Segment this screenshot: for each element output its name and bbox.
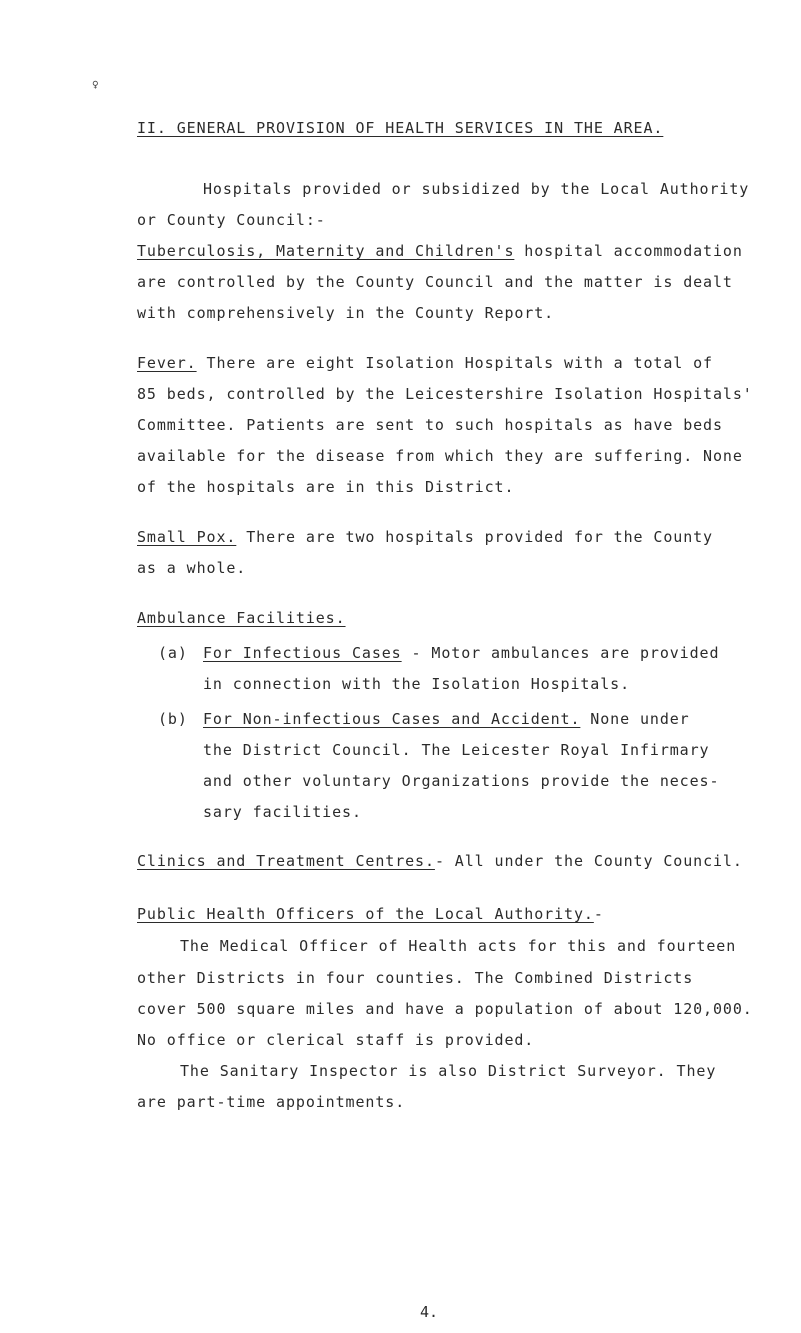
fever-line-3: Committee. Patients are sent to such hospitals as have beds (137, 416, 723, 434)
officers-title-line (137, 904, 604, 924)
fever-line-4: available for the disease from which they are suffering. None (137, 447, 743, 465)
section-heading: II. GENERAL PROVISION OF HEALTH SERVICES IN THE AREA. (137, 119, 664, 137)
officers-line-3: cover 500 square miles and have a population of about 120,000. (137, 1000, 753, 1018)
officers-line-2: other Districts in four counties. The Combined Districts (137, 969, 694, 987)
page-number: 4. (420, 1303, 439, 1321)
ambulance-b-line-4: sary facilities. (203, 803, 362, 821)
smallpox-title: Small Pox. (137, 528, 237, 546)
ambulance-b-line-3: and other voluntary Organizations provide the neces- (203, 772, 720, 790)
fever-title: Fever. (137, 354, 197, 372)
tuberculosis-line-1 (137, 241, 743, 261)
officers-line-4: No office or clerical staff is provided. (137, 1031, 535, 1049)
ambulance-a-text: - Motor ambulances are provided (401, 644, 720, 662)
tuberculosis-title: Tuberculosis, Maternity and Children's (137, 242, 515, 260)
intro-line-2: or County Council:- (137, 211, 326, 229)
tuberculosis-line-2: are controlled by the County Council and the matter is dealt (137, 273, 733, 291)
page-corner-mark: ♀ (92, 78, 99, 91)
ambulance-a-line-1 (203, 643, 719, 663)
smallpox-line-2: as a whole. (137, 559, 247, 577)
ambulance-b-line-1 (203, 709, 690, 729)
clinics-line (137, 851, 743, 871)
clinics-title: Clinics and Treatment Centres. (137, 852, 435, 870)
fever-line-2: 85 beds, controlled by the Leicestershire Isolation Hospitals' (137, 385, 753, 403)
tuberculosis-text: hospital accommodation (514, 242, 743, 260)
ambulance-b-title: For Non-infectious Cases and Accident. (203, 710, 581, 728)
fever-text: There are eight Isolation Hospitals with a total of (196, 354, 713, 372)
clinics-text: - All under the County Council. (434, 852, 743, 870)
officers-line-5: The Sanitary Inspector is also District Surveyor. They (180, 1062, 717, 1080)
ambulance-b-line-2: the District Council. The Leicester Royal Infirmary (203, 741, 710, 759)
ambulance-b-text: None under (580, 710, 690, 728)
officers-title: Public Health Officers of the Local Authority. (137, 905, 594, 923)
fever-line-5: of the hospitals are in this District. (137, 478, 515, 496)
intro-line-1: Hospitals provided or subsidized by the Local Authority (203, 180, 750, 198)
ambulance-b-marker: (b) (158, 710, 188, 728)
ambulance-a-title: For Infectious Cases (203, 644, 402, 662)
officers-title-suffix: - (593, 905, 604, 923)
ambulance-a-marker: (a) (158, 644, 188, 662)
officers-line-6: are part-time appointments. (137, 1093, 406, 1111)
smallpox-text: There are two hospitals provided for the County (236, 528, 713, 546)
fever-line-1 (137, 353, 713, 373)
ambulance-a-line-2: in connection with the Isolation Hospitals. (203, 675, 631, 693)
ambulance-title: Ambulance Facilities. (137, 609, 346, 627)
tuberculosis-line-3: with comprehensively in the County Report. (137, 304, 555, 322)
smallpox-line-1 (137, 527, 713, 547)
officers-line-1: The Medical Officer of Health acts for this and fourteen (180, 937, 737, 955)
